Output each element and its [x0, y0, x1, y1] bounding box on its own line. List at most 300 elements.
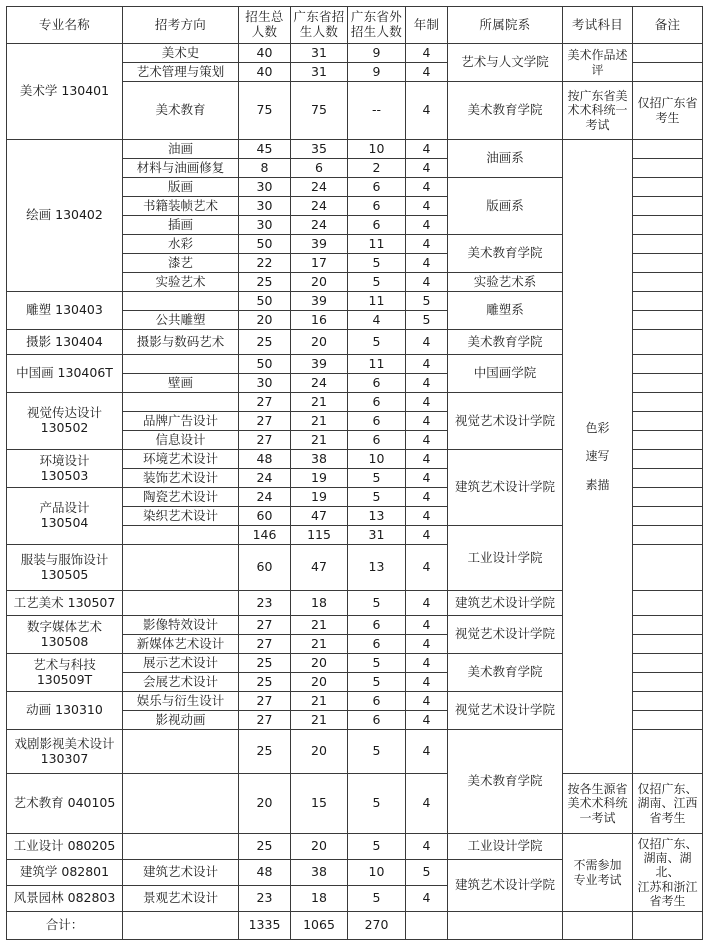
cell-total: 22: [239, 254, 291, 273]
cell-remark: [633, 63, 703, 82]
col-header-major: 专业名称: [7, 7, 123, 44]
cell-years: 4: [406, 374, 448, 393]
cell-direction: 染织艺术设计: [123, 507, 239, 526]
cell-direction: [123, 591, 239, 616]
cell-gd: 19: [291, 488, 348, 507]
cell-remark: [633, 82, 703, 140]
cell-out: 10: [348, 450, 406, 469]
cell-total: 30: [239, 178, 291, 197]
cell-remark: [633, 591, 703, 616]
cell-department: 美术教育学院: [448, 235, 563, 273]
cell-out: 13: [348, 545, 406, 591]
cell-department: 版画系: [448, 178, 563, 235]
cell-remark: [633, 44, 703, 63]
cell-years: 4: [406, 450, 448, 469]
cell-years: 4: [406, 545, 448, 591]
cell-gd: 16: [291, 311, 348, 330]
cell-direction: [123, 545, 239, 591]
cell-out: 5: [348, 330, 406, 355]
cell-gd: 15: [291, 774, 348, 834]
exam-line-color: 色彩: [585, 421, 610, 436]
cell-department: 视觉艺术设计学院: [448, 616, 563, 654]
col-header-remark: 备注: [633, 7, 703, 44]
cell-direction: 油画: [123, 140, 239, 159]
cell-remark: [633, 711, 703, 730]
cell-years: 4: [406, 82, 448, 140]
cell-direction: [123, 292, 239, 311]
cell-remark: [633, 178, 703, 197]
cell-gd: 21: [291, 431, 348, 450]
cell-gd: 35: [291, 140, 348, 159]
cell-direction: 新媒体艺术设计: [123, 635, 239, 654]
cell-remark: [633, 273, 703, 292]
cell-gd: 20: [291, 730, 348, 774]
cell-out: --: [348, 82, 406, 140]
cell-department: 建筑艺术设计学院: [448, 450, 563, 526]
cell-out: 6: [348, 692, 406, 711]
cell-department: [448, 912, 563, 940]
cell-out: 9: [348, 44, 406, 63]
cell-major: 中国画 130406T: [7, 355, 123, 393]
cell-out: 10: [348, 860, 406, 886]
cell-remark: [633, 216, 703, 235]
cell-total: 27: [239, 393, 291, 412]
cell-remark: [633, 431, 703, 450]
cell-total: 50: [239, 355, 291, 374]
cell-gd: 115: [291, 526, 348, 545]
cell-total: 25: [239, 730, 291, 774]
cell-direction: [123, 912, 239, 940]
remark-line-1: 仅招广东、: [637, 782, 698, 797]
col-header-guangdong: 广东省招生人数: [291, 7, 348, 44]
cell-major: 工艺美术 130507: [7, 591, 123, 616]
cell-out: 5: [348, 886, 406, 912]
cell-total: 8: [239, 159, 291, 178]
cell-remark: [633, 469, 703, 488]
cell-remark: [633, 488, 703, 507]
cell-department: 美术教育学院: [448, 330, 563, 355]
cell-department: 美术教育学院: [448, 730, 563, 834]
cell-out: 5: [348, 273, 406, 292]
col-header-department: 所属院系: [448, 7, 563, 44]
cell-gd: 47: [291, 507, 348, 526]
exam-line-3: 一考试: [579, 810, 616, 825]
cell-gd: 24: [291, 197, 348, 216]
cell-remark: [633, 654, 703, 673]
cell-remark: [633, 330, 703, 355]
exam-line-2: 专业考试: [573, 872, 622, 887]
table-row: [7, 834, 703, 860]
cell-major: 动画 130310: [7, 692, 123, 730]
cell-department: 美术教育学院: [448, 82, 563, 140]
cell-gd: 21: [291, 393, 348, 412]
cell-department: 油画系: [448, 140, 563, 178]
cell-gd: 21: [291, 412, 348, 431]
cell-out: 5: [348, 834, 406, 860]
cell-total-label: 合计：: [7, 912, 123, 940]
cell-direction: 版画: [123, 178, 239, 197]
cell-years: 4: [406, 635, 448, 654]
cell-gd: 47: [291, 545, 348, 591]
cell-major: 艺术教育 040105: [7, 774, 123, 834]
cell-years: 4: [406, 834, 448, 860]
cell-gd: 20: [291, 273, 348, 292]
cell-department: 工业设计学院: [448, 834, 563, 860]
cell-remark: [633, 197, 703, 216]
cell-years: 4: [406, 197, 448, 216]
cell-years: 4: [406, 216, 448, 235]
cell-total: 27: [239, 711, 291, 730]
cell-total: 25: [239, 834, 291, 860]
cell-gd: 39: [291, 355, 348, 374]
cell-remark: [633, 526, 703, 545]
cell-total: 75: [239, 82, 291, 140]
cell-years: 4: [406, 178, 448, 197]
cell-remark: [633, 393, 703, 412]
cell-total: 27: [239, 635, 291, 654]
cell-direction: [123, 730, 239, 774]
exam-line-2: 美术术科统: [567, 796, 628, 811]
table-footer-row: [7, 912, 703, 940]
col-header-total: 招生总人数: [239, 7, 291, 44]
cell-direction: 书籍装帧艺术: [123, 197, 239, 216]
cell-direction: 装饰艺术设计: [123, 469, 239, 488]
cell-years: 4: [406, 730, 448, 774]
cell-remark: [633, 254, 703, 273]
cell-gd: 24: [291, 374, 348, 393]
cell-total: 25: [239, 273, 291, 292]
cell-direction: 品牌广告设计: [123, 412, 239, 431]
cell-remark: [633, 912, 703, 940]
table-row: [7, 774, 703, 834]
cell-direction: 影像特效设计: [123, 616, 239, 635]
cell-years: 4: [406, 235, 448, 254]
cell-total: 23: [239, 886, 291, 912]
enrollment-plan-table: [6, 6, 703, 940]
cell-major: 美术学 130401: [7, 44, 123, 140]
cell-years: 4: [406, 591, 448, 616]
cell-gd: 20: [291, 330, 348, 355]
cell-years: 4: [406, 711, 448, 730]
remark-line-3: 江苏和浙江: [637, 879, 698, 894]
remark-line-4: 省考生: [649, 893, 686, 908]
cell-gd: 21: [291, 635, 348, 654]
cell-years: 4: [406, 140, 448, 159]
cell-remark: [633, 730, 703, 774]
cell-department: 中国画学院: [448, 355, 563, 393]
cell-direction: [123, 834, 239, 860]
cell-out: 6: [348, 431, 406, 450]
cell-direction: 信息设计: [123, 431, 239, 450]
cell-total: 25: [239, 330, 291, 355]
cell-gd: 39: [291, 292, 348, 311]
cell-major: 服装与服饰设计 130505: [7, 545, 123, 591]
cell-department: 视觉艺术设计学院: [448, 692, 563, 730]
cell-direction: 摄影与数码艺术: [123, 330, 239, 355]
cell-out: 11: [348, 292, 406, 311]
cell-years: 4: [406, 774, 448, 834]
cell-total: 30: [239, 374, 291, 393]
cell-major: 戏剧影视美术设计 130307: [7, 730, 123, 774]
cell-total: 27: [239, 692, 291, 711]
remark-line-1: 仅招广东、: [637, 837, 698, 852]
cell-total: 30: [239, 216, 291, 235]
cell-major: 数字媒体艺术 130508: [7, 616, 123, 654]
cell-years: 4: [406, 412, 448, 431]
exam-line-1: 不需参加: [573, 858, 622, 873]
cell-total: 27: [239, 431, 291, 450]
cell-gd-sum: 1065: [291, 912, 348, 940]
col-header-exam-subject: 考试科目: [563, 7, 633, 44]
cell-direction: [123, 393, 239, 412]
cell-direction: 影视动画: [123, 711, 239, 730]
cell-out: 5: [348, 774, 406, 834]
table-head: [7, 7, 703, 44]
cell-years: 4: [406, 654, 448, 673]
cell-total: 40: [239, 63, 291, 82]
table-body: [7, 44, 703, 940]
cell-out: 6: [348, 616, 406, 635]
remark-line-2: 考生: [655, 110, 680, 125]
cell-out: 5: [348, 488, 406, 507]
cell-out: 4: [348, 311, 406, 330]
cell-gd: 21: [291, 711, 348, 730]
cell-direction: 美术史: [123, 44, 239, 63]
cell-out: 6: [348, 197, 406, 216]
cell-remark: [633, 374, 703, 393]
cell-out: 5: [348, 730, 406, 774]
cell-gd: 21: [291, 692, 348, 711]
cell-total: 40: [239, 44, 291, 63]
cell-exam: [563, 82, 633, 140]
cell-remark: [633, 235, 703, 254]
cell-years: 4: [406, 254, 448, 273]
cell-years: 4: [406, 355, 448, 374]
cell-out: 9: [348, 63, 406, 82]
cell-years: 4: [406, 393, 448, 412]
cell-remark: [633, 545, 703, 591]
cell-remark: [633, 159, 703, 178]
cell-years: 4: [406, 330, 448, 355]
cell-years: 4: [406, 63, 448, 82]
cell-out: 5: [348, 673, 406, 692]
exam-line-1: 按各生源省: [567, 782, 628, 797]
cell-gd: 18: [291, 591, 348, 616]
cell-gd: 20: [291, 654, 348, 673]
cell-major: 工业设计 080205: [7, 834, 123, 860]
cell-out: 6: [348, 412, 406, 431]
cell-major: 摄影 130404: [7, 330, 123, 355]
cell-total: 27: [239, 412, 291, 431]
cell-out: 5: [348, 591, 406, 616]
cell-total: 24: [239, 488, 291, 507]
cell-out: 5: [348, 469, 406, 488]
cell-direction: 公共雕塑: [123, 311, 239, 330]
cell-out: 5: [348, 254, 406, 273]
cell-total: 20: [239, 311, 291, 330]
cell-total: 23: [239, 591, 291, 616]
exam-line-3: 考试: [585, 117, 610, 132]
cell-out: 10: [348, 140, 406, 159]
cell-major: 环境设计 130503: [7, 450, 123, 488]
cell-exam: 美术作品述评: [563, 44, 633, 82]
cell-years: 4: [406, 273, 448, 292]
cell-gd: 39: [291, 235, 348, 254]
cell-out: 5: [348, 654, 406, 673]
cell-gd: 20: [291, 673, 348, 692]
cell-years: 4: [406, 159, 448, 178]
cell-years: 4: [406, 431, 448, 450]
cell-years: 4: [406, 488, 448, 507]
cell-total: 50: [239, 235, 291, 254]
cell-out: 6: [348, 216, 406, 235]
cell-department: 艺术与人文学院: [448, 44, 563, 82]
cell-remark: [633, 355, 703, 374]
cell-remark: [633, 635, 703, 654]
cell-direction: [123, 526, 239, 545]
remark-line-3: 省考生: [649, 810, 686, 825]
remark-line-1: 仅招广东省: [637, 96, 698, 111]
cell-direction: 环境艺术设计: [123, 450, 239, 469]
header-row: [7, 7, 703, 44]
cell-exam-province-unified: [563, 774, 633, 834]
cell-direction: 材料与油画修复: [123, 159, 239, 178]
cell-exam-no-exam: [563, 834, 633, 912]
cell-remark: [633, 412, 703, 431]
cell-gd: 18: [291, 886, 348, 912]
cell-total: 60: [239, 545, 291, 591]
cell-department: 建筑艺术设计学院: [448, 591, 563, 616]
cell-gd: 31: [291, 63, 348, 82]
col-header-outside: 广东省外招生人数: [348, 7, 406, 44]
cell-major: 视觉传达设计 130502: [7, 393, 123, 450]
cell-remark: [633, 616, 703, 635]
cell-direction: 景观艺术设计: [123, 886, 239, 912]
cell-remark: [633, 673, 703, 692]
exam-line-sketch: 速写: [585, 449, 610, 464]
cell-direction: 水彩: [123, 235, 239, 254]
cell-remark-three-province: [633, 774, 703, 834]
cell-total: 25: [239, 654, 291, 673]
cell-direction: 艺术管理与策划: [123, 63, 239, 82]
cell-years: 4: [406, 673, 448, 692]
cell-years: 5: [406, 860, 448, 886]
cell-total: 30: [239, 197, 291, 216]
cell-remark: [633, 140, 703, 159]
cell-department: 实验艺术系: [448, 273, 563, 292]
cell-department: 雕塑系: [448, 292, 563, 330]
cell-total: 24: [239, 469, 291, 488]
cell-years: 5: [406, 292, 448, 311]
table-row: [7, 140, 703, 159]
cell-gd: 38: [291, 450, 348, 469]
cell-department: 美术教育学院: [448, 654, 563, 692]
cell-gd: 31: [291, 44, 348, 63]
cell-direction: 展示艺术设计: [123, 654, 239, 673]
cell-out: 6: [348, 374, 406, 393]
cell-major: 建筑学 082801: [7, 860, 123, 886]
cell-direction: 实验艺术: [123, 273, 239, 292]
cell-direction: [123, 774, 239, 834]
cell-gd: 20: [291, 834, 348, 860]
exam-line-2: 术术科统一: [567, 103, 628, 118]
cell-major: 风景园林 082803: [7, 886, 123, 912]
cell-out: 6: [348, 711, 406, 730]
cell-out: 6: [348, 178, 406, 197]
cell-total-sum: 1335: [239, 912, 291, 940]
cell-major: 艺术与科技 130509T: [7, 654, 123, 692]
cell-gd: 21: [291, 616, 348, 635]
cell-department: 建筑艺术设计学院: [448, 860, 563, 912]
cell-years: 5: [406, 311, 448, 330]
cell-department: 工业设计学院: [448, 526, 563, 591]
cell-years: 4: [406, 692, 448, 711]
cell-remark: [633, 292, 703, 311]
cell-gd: 6: [291, 159, 348, 178]
cell-total: 60: [239, 507, 291, 526]
exam-line-drawing: 素描: [585, 477, 610, 492]
cell-gd: 75: [291, 82, 348, 140]
cell-years: 4: [406, 469, 448, 488]
cell-total: 146: [239, 526, 291, 545]
col-header-years: 年制: [406, 7, 448, 44]
remark-line-2: 湖南、江西: [637, 796, 698, 811]
cell-years: 4: [406, 886, 448, 912]
remark-line-2: 湖南、湖北、: [643, 851, 692, 880]
exam-line-1: 按广东省美: [567, 89, 628, 104]
cell-exam-color-sketch: [563, 140, 633, 774]
cell-out: 2: [348, 159, 406, 178]
cell-out: 13: [348, 507, 406, 526]
cell-years: [406, 912, 448, 940]
cell-total: 45: [239, 140, 291, 159]
table-row: [7, 44, 703, 63]
cell-gd: 19: [291, 469, 348, 488]
cell-remark: [633, 311, 703, 330]
cell-out: 6: [348, 635, 406, 654]
cell-total: 27: [239, 616, 291, 635]
cell-department: 视觉艺术设计学院: [448, 393, 563, 450]
cell-years: 4: [406, 507, 448, 526]
cell-total: 48: [239, 450, 291, 469]
cell-remark-five-province: [633, 834, 703, 912]
cell-exam: [563, 912, 633, 940]
cell-out: 6: [348, 393, 406, 412]
cell-years: 4: [406, 616, 448, 635]
cell-direction: 建筑艺术设计: [123, 860, 239, 886]
cell-out-sum: 270: [348, 912, 406, 940]
cell-direction: 会展艺术设计: [123, 673, 239, 692]
cell-total: 48: [239, 860, 291, 886]
cell-out: 11: [348, 235, 406, 254]
cell-gd: 24: [291, 178, 348, 197]
cell-remark: [633, 692, 703, 711]
cell-remark: [633, 507, 703, 526]
cell-out: 11: [348, 355, 406, 374]
cell-years: 4: [406, 44, 448, 63]
cell-out: 31: [348, 526, 406, 545]
cell-total: 25: [239, 673, 291, 692]
cell-remark: [633, 450, 703, 469]
cell-gd: 24: [291, 216, 348, 235]
cell-gd: 38: [291, 860, 348, 886]
cell-major: 绘画 130402: [7, 140, 123, 292]
cell-direction: 壁画: [123, 374, 239, 393]
cell-direction: 陶瓷艺术设计: [123, 488, 239, 507]
cell-total: 20: [239, 774, 291, 834]
col-header-direction: 招考方向: [123, 7, 239, 44]
cell-direction: 娱乐与衍生设计: [123, 692, 239, 711]
